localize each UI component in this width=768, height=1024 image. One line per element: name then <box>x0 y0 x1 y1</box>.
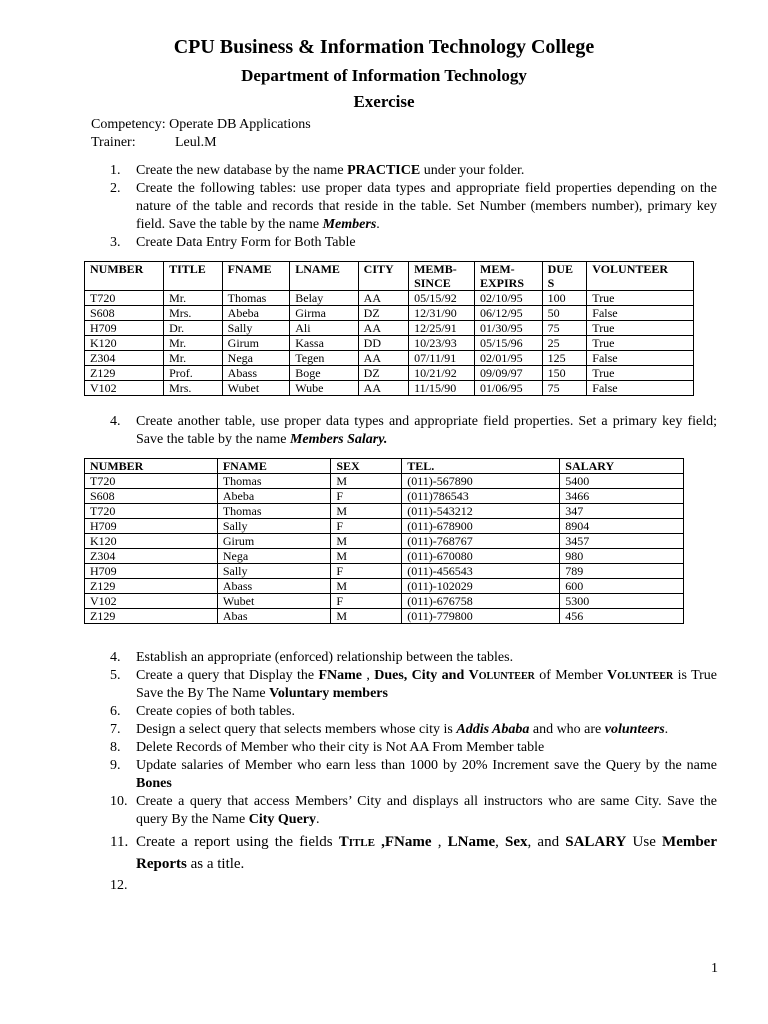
competency-line <box>91 116 311 134</box>
column-header: DUE S <box>542 262 587 291</box>
table-cell: Thomas <box>217 504 331 519</box>
table-cell: Wubet <box>222 381 290 396</box>
table-cell: H709 <box>85 564 218 579</box>
table-cell: DD <box>358 336 408 351</box>
table-cell: 75 <box>542 321 587 336</box>
table-cell: False <box>587 351 694 366</box>
table-row <box>85 594 684 609</box>
column-header: NUMBER <box>85 262 164 291</box>
table-row <box>85 519 684 534</box>
table-cell: 75 <box>542 381 587 396</box>
table-cell: AA <box>358 381 408 396</box>
table-cell: Ali <box>290 321 358 336</box>
table-cell: V102 <box>85 381 164 396</box>
table-cell: T720 <box>85 291 164 306</box>
table-cell: Abass <box>222 366 290 381</box>
table-cell: Sally <box>222 321 290 336</box>
table-cell: F <box>331 489 402 504</box>
table-row <box>85 504 684 519</box>
table-cell: 5300 <box>560 594 684 609</box>
trainer-value: Leul.M <box>175 135 217 150</box>
list-item: 4. Create another table, use proper data types and appropriate field properties. Set a primary key field; Save the table by the name Members Salary. <box>110 414 717 447</box>
list-item: 8. Delete Records of Member who their city is Not AA From Member table <box>110 740 545 755</box>
table-cell: M <box>331 609 402 624</box>
table-cell: (011)-676758 <box>402 594 560 609</box>
table-cell: M <box>331 504 402 519</box>
table-cell: 12/31/90 <box>409 306 475 321</box>
table-cell: AA <box>358 351 408 366</box>
table-cell: Belay <box>290 291 358 306</box>
table-row <box>85 609 684 624</box>
table-cell: 05/15/96 <box>475 336 543 351</box>
table-cell: Abeba <box>222 306 290 321</box>
list-item: 11. Create a report using the fields Title ,FName , LName, Sex, and SALARY Use Member Reports as a title. <box>110 834 717 872</box>
table-cell: Prof. <box>164 366 223 381</box>
table-cell: H709 <box>85 519 218 534</box>
table-cell: 02/01/95 <box>475 351 543 366</box>
table-row <box>85 534 684 549</box>
table-cell: V102 <box>85 594 218 609</box>
table-cell: Wubet <box>217 594 331 609</box>
table-cell: DZ <box>358 306 408 321</box>
table-cell: (011)786543 <box>402 489 560 504</box>
table-cell: True <box>587 291 694 306</box>
table-cell: T720 <box>85 504 218 519</box>
table-cell: 01/30/95 <box>475 321 543 336</box>
members-salary-table <box>84 458 684 624</box>
table-cell: Mr. <box>164 291 223 306</box>
table-row <box>85 321 694 336</box>
table-cell: 5400 <box>560 474 684 489</box>
table-cell: 11/15/90 <box>409 381 475 396</box>
table-cell: Nega <box>217 549 331 564</box>
column-header: NUMBER <box>85 459 218 474</box>
table-cell: DZ <box>358 366 408 381</box>
table-cell: Kassa <box>290 336 358 351</box>
table-cell: AA <box>358 321 408 336</box>
table-cell: Mr. <box>164 351 223 366</box>
column-header: TITLE <box>164 262 223 291</box>
table-cell: False <box>587 381 694 396</box>
table-cell: H709 <box>85 321 164 336</box>
table-cell: False <box>587 306 694 321</box>
table-cell: 50 <box>542 306 587 321</box>
column-header: FNAME <box>222 262 290 291</box>
table-cell: (011)-567890 <box>402 474 560 489</box>
table-cell: 10/21/92 <box>409 366 475 381</box>
table-cell: Abass <box>217 579 331 594</box>
table-cell: M <box>331 474 402 489</box>
table-cell: Dr. <box>164 321 223 336</box>
table-cell: Z129 <box>85 609 218 624</box>
table-cell: 100 <box>542 291 587 306</box>
table-cell: (011)-102029 <box>402 579 560 594</box>
table-cell: (011)-670080 <box>402 549 560 564</box>
table-cell: F <box>331 594 402 609</box>
column-header: MEMB- SINCE <box>409 262 475 291</box>
list-item: 9. Update salaries of Member who earn less than 1000 by 20% Increment save the Query by the name Bones <box>110 758 717 791</box>
table-cell: Z304 <box>85 549 218 564</box>
list-item: 4. Establish an appropriate (enforced) relationship between the tables. <box>110 650 514 665</box>
table-cell: 02/10/95 <box>475 291 543 306</box>
table-cell: Boge <box>290 366 358 381</box>
table-row <box>85 336 694 351</box>
table-row <box>85 291 694 306</box>
list-item: 1. Create the new database by the name PRACTICE under your folder. <box>110 163 525 178</box>
table-cell: K120 <box>85 336 164 351</box>
page-number: 1 <box>711 961 718 976</box>
table-cell: (011)-768767 <box>402 534 560 549</box>
table-cell: 150 <box>542 366 587 381</box>
exercise-title: Exercise <box>353 92 415 111</box>
table-row <box>85 381 694 396</box>
table-cell: F <box>331 564 402 579</box>
table-cell: 8904 <box>560 519 684 534</box>
table-cell: 125 <box>542 351 587 366</box>
column-header: LNAME <box>290 262 358 291</box>
table-cell: S608 <box>85 489 218 504</box>
table-cell: 25 <box>542 336 587 351</box>
table-cell: (011)-456543 <box>402 564 560 579</box>
table-cell: 347 <box>560 504 684 519</box>
table-cell: 600 <box>560 579 684 594</box>
table-cell: AA <box>358 291 408 306</box>
table-cell: T720 <box>85 474 218 489</box>
trainer-line <box>91 134 217 152</box>
table-cell: Thomas <box>217 474 331 489</box>
table-cell: True <box>587 321 694 336</box>
trainer-label: Trainer: <box>91 135 136 150</box>
table-cell: True <box>587 366 694 381</box>
table-cell: Mr. <box>164 336 223 351</box>
table-cell: 10/23/93 <box>409 336 475 351</box>
table-cell: 3466 <box>560 489 684 504</box>
competency-value: Operate DB Applications <box>169 117 311 132</box>
table-cell: M <box>331 534 402 549</box>
table-cell: Thomas <box>222 291 290 306</box>
table-cell: S608 <box>85 306 164 321</box>
table-cell: 07/11/91 <box>409 351 475 366</box>
column-header: FNAME <box>217 459 331 474</box>
table-cell: 980 <box>560 549 684 564</box>
table-cell: Nega <box>222 351 290 366</box>
table-cell: M <box>331 579 402 594</box>
table-cell: Mrs. <box>164 381 223 396</box>
table-cell: 3457 <box>560 534 684 549</box>
table-cell: 12/25/91 <box>409 321 475 336</box>
table-cell: 09/09/97 <box>475 366 543 381</box>
table-cell: Girum <box>217 534 331 549</box>
college-title: CPU Business & Information Technology College <box>173 36 595 58</box>
table-row <box>85 579 684 594</box>
members-table <box>84 261 694 396</box>
department-title: Department of Information Technology <box>241 66 527 85</box>
table-cell: 05/15/92 <box>409 291 475 306</box>
column-header: VOLUNTEER <box>587 262 694 291</box>
table-cell: M <box>331 549 402 564</box>
table-cell: 789 <box>560 564 684 579</box>
table-row <box>85 351 694 366</box>
table-cell: (011)-779800 <box>402 609 560 624</box>
table-row <box>85 366 694 381</box>
list-item: 12. <box>110 878 128 893</box>
competency-label: Competency: <box>91 117 166 132</box>
column-header: MEM- EXPIRS <box>475 262 543 291</box>
table-cell: Z304 <box>85 351 164 366</box>
table-row <box>85 564 684 579</box>
table-cell: Girma <box>290 306 358 321</box>
column-header: SEX <box>331 459 402 474</box>
table-row <box>85 474 684 489</box>
table-row <box>85 489 684 504</box>
table-cell: Abeba <box>217 489 331 504</box>
list-item: 10. Create a query that access Members’ City and displays all instructors who are same City. Save the query By the Name City Query. <box>110 794 717 827</box>
table-cell: 06/12/95 <box>475 306 543 321</box>
step-4-create-table <box>110 413 717 449</box>
list-item: 7. Design a select query that selects members whose city is Addis Ababa and who are volunteers. <box>110 722 669 737</box>
table-cell: Sally <box>217 519 331 534</box>
steps-list-b <box>110 649 717 895</box>
list-item: 6. Create copies of both tables. <box>110 704 296 719</box>
table-cell: Wube <box>290 381 358 396</box>
table-cell: Sally <box>217 564 331 579</box>
table-cell: Mrs. <box>164 306 223 321</box>
list-item: 3. Create Data Entry Form for Both Table <box>110 235 356 250</box>
table-row <box>85 549 684 564</box>
table-cell: K120 <box>85 534 218 549</box>
steps-list-a <box>110 162 717 252</box>
list-item: 2. Create the following tables: use proper data types and appropriate field properties depending on the nature of the table and records that reside in the table. Set Number (members number), primary key field. Save the table by the name Members. <box>110 181 717 232</box>
column-header: CITY <box>358 262 408 291</box>
table-cell: True <box>587 336 694 351</box>
table-cell: Abas <box>217 609 331 624</box>
table-cell: Z129 <box>85 579 218 594</box>
table-cell: (011)-678900 <box>402 519 560 534</box>
table-cell: Z129 <box>85 366 164 381</box>
table-cell: 01/06/95 <box>475 381 543 396</box>
column-header: SALARY <box>560 459 684 474</box>
table-cell: 456 <box>560 609 684 624</box>
table-cell: Tegen <box>290 351 358 366</box>
table-cell: (011)-543212 <box>402 504 560 519</box>
table-cell: Girum <box>222 336 290 351</box>
column-header: TEL. <box>402 459 560 474</box>
table-cell: F <box>331 519 402 534</box>
table-row <box>85 306 694 321</box>
list-item: 5. Create a query that Display the FName , Dues, City and Volunteer of Member Volunteer is True Save the By The Name Voluntary members <box>110 668 718 701</box>
